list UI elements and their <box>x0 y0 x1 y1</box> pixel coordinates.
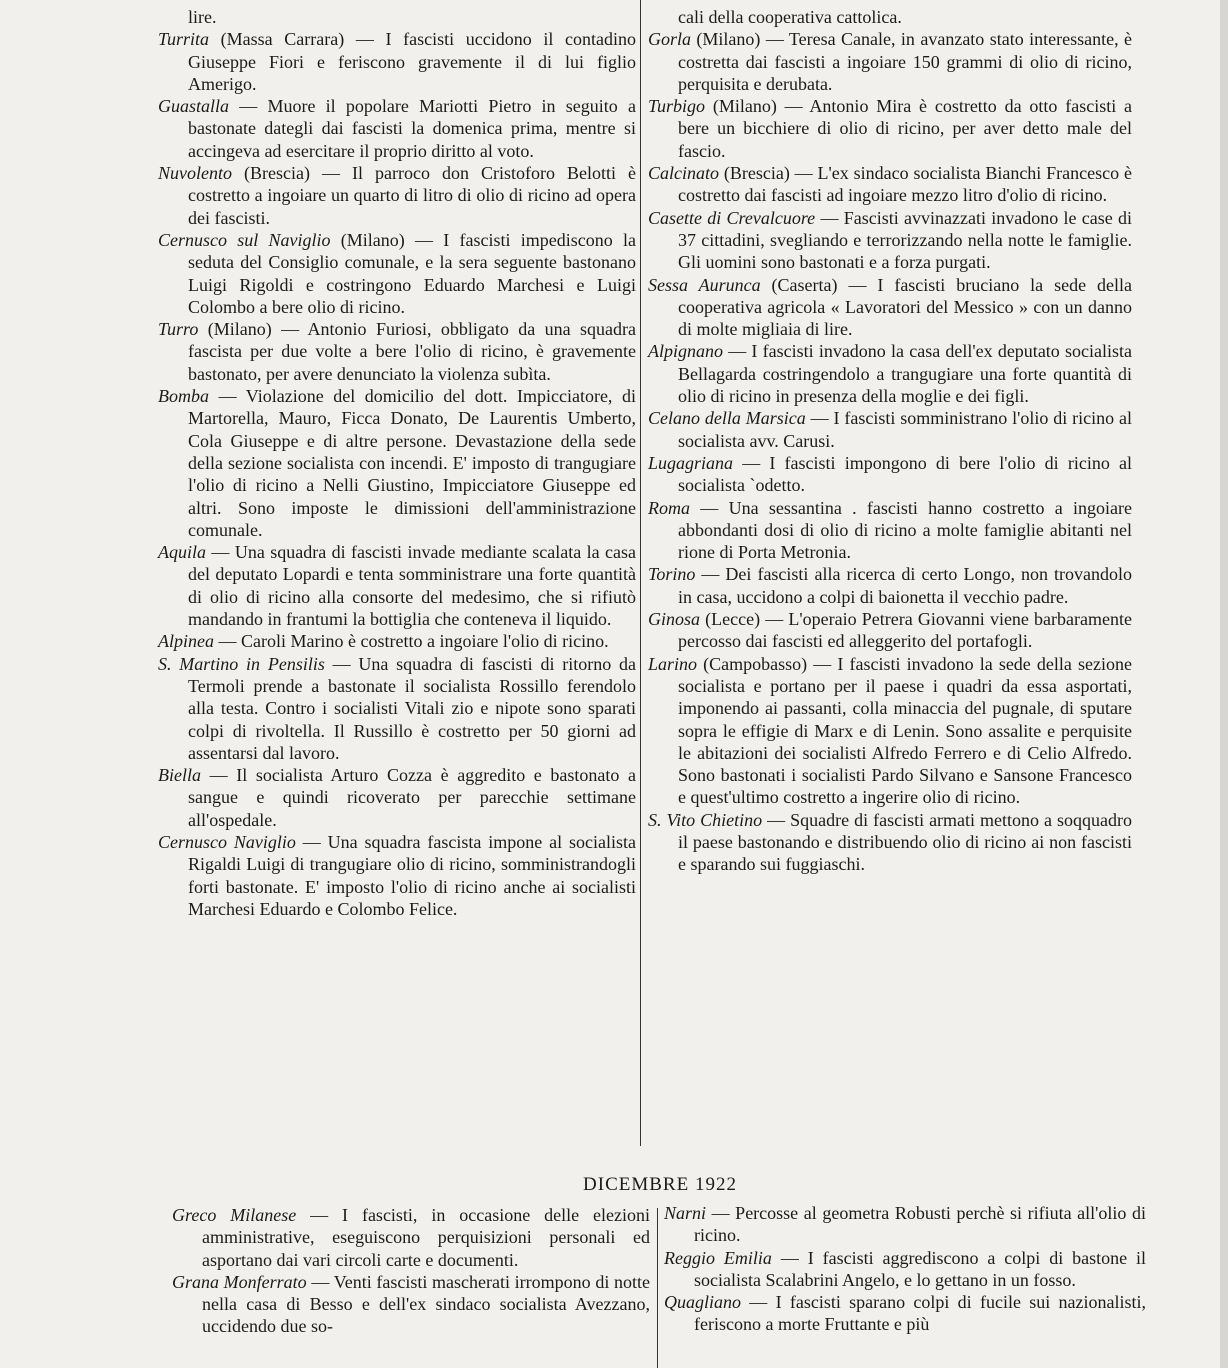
place-name: Turbigo <box>648 96 706 117</box>
entry <box>158 764 636 831</box>
place-name: Roma <box>648 497 690 518</box>
place-name: Biella <box>158 765 201 786</box>
entry-text: — Squadre di fascisti armati mettono a soqquadro il paese bastonando e distribuendo olio di ricino ai non fascisti e sparando sui fuggiaschi. <box>678 809 1132 875</box>
entry <box>648 809 1132 876</box>
place-name: Ginosa <box>648 609 701 630</box>
entry-text: — Caroli Marino è costretto a ingoiare l'olio di ricino. <box>214 631 609 652</box>
place-name: Grana Monferrato <box>172 1271 307 1292</box>
entry <box>664 1202 1146 1247</box>
place-name: Casette di Crevalcuore <box>648 207 816 228</box>
entry <box>158 162 636 229</box>
entry-text: — Muore il popolare Mariotti Pietro in seguito a bastonate dategli dai fascisti la domenica prima, mentre si accingeva ad esercitare il proprio diritto al voto. <box>188 96 636 161</box>
entry <box>172 1271 651 1338</box>
entry-text: (Lecce) — L'operaio Petrera Giovanni viene barbaramente percosso dai fascisti ed alleggerito del portafogli. <box>678 609 1132 652</box>
place-name: Alpignano <box>648 341 723 362</box>
column-divider-bottom <box>657 1208 658 1368</box>
entry-text: (Milano) — Teresa Canale, in avanzato stato interessante, è costretta dai fascisti a ingoiare 150 grammi di olio di ricino, perquisita e derubata. <box>678 29 1132 94</box>
entry-text: (Campobasso) — I fascisti invadono la sede della sezione socialista e portano per il paese i quadri da essa asportati, imponendo ai passanti, colla minaccia del pugnale, di sputare sopra le effigie di Marx e di Lenin. Sono assalite e perquisite le abitazioni dei socialisti Alfredo Ferrero e di Celio Alfredo. Sono bastonati i socialisti Pardo Silvano e Sansone Francesco e quest'ultimo costretto a ingerire olio di ricino. <box>678 653 1132 808</box>
entry <box>188 6 636 28</box>
entry-text: — I fascisti sparano colpi di fucile sui nazionalisti, feriscono a morte Fruttante e più <box>694 1292 1146 1335</box>
entry <box>648 340 1132 407</box>
entry <box>648 95 1132 162</box>
page-edge <box>1220 0 1228 1368</box>
entry-text: lire. <box>188 7 217 27</box>
place-name: Calcinato <box>648 163 719 184</box>
entry <box>648 207 1133 274</box>
place-name: Celano della Marsica <box>648 408 806 429</box>
entry-text: (Milano) — I fascisti impediscono la seduta del Consiglio comunale, e la sera seguente bastonano Luigi Rigoldi e costringono Eduardo Marchesi e Luigi Colombo a bere olio di ricino. <box>188 229 636 317</box>
entry <box>158 95 636 162</box>
entry <box>648 452 1132 497</box>
entry-text: (Brescia) — Il parroco don Cristoforo Belotti è costretto a ingoiare un quarto di litro di olio di ricino ad opera dei fascisti. <box>188 163 636 228</box>
place-name: Bomba <box>158 386 209 407</box>
place-name: Reggio Emilia <box>664 1247 772 1268</box>
place-name: Quagliano <box>664 1292 742 1313</box>
entry-text: — I fascisti impongono di bere l'olio di ricino al socialista `odetto. <box>678 452 1132 496</box>
entry-text: — I fascisti, in occasione delle elezioni amministrative, eseguiscono perquisizioni personali ed asportano dai vari circoli carte e documenti. <box>202 1205 650 1270</box>
place-name: Guastalla <box>158 96 230 117</box>
entry <box>664 1247 1147 1292</box>
entry <box>648 162 1132 207</box>
place-name: Narni <box>664 1203 707 1223</box>
entry-text: — Venti fascisti mascherati irrompono di notte nella casa di Besso e dell'ex sindaco socialista Avezzano, uccidendo due so- <box>202 1271 651 1337</box>
entry-text: (Brescia) — L'ex sindaco socialista Bianchi Francesco è costretto dai fascisti ad ingoiare mezzo litro d'olio di ricino. <box>678 163 1132 206</box>
entry <box>648 563 1132 608</box>
entry <box>158 541 636 630</box>
place-name: Lugagriana <box>648 452 734 473</box>
column-divider-top <box>640 0 641 1146</box>
entry <box>648 28 1132 95</box>
place-name: Aquila <box>158 542 206 563</box>
entry-text: (Caserta) — I fascisti bruciano la sede della cooperativa agricola « Lavoratori del Messico » con un danno di molte migliaia di lire. <box>678 274 1132 340</box>
place-name: Torino <box>648 564 696 585</box>
place-name: Nuvolento <box>158 163 232 184</box>
place-name: Cernusco sul Naviglio <box>158 229 331 250</box>
entry <box>158 653 637 764</box>
entry-text: — I fascisti aggrediscono a colpi di bastone il socialista Scalabrini Angelo, e lo gettano in un fosso. <box>694 1247 1147 1290</box>
place-name: Turro <box>158 319 199 340</box>
place-name: Gorla <box>648 29 692 50</box>
place-name: S. Martino in Pensilis <box>158 653 325 674</box>
entry <box>678 6 1132 28</box>
entry <box>158 318 636 385</box>
entry-text: — Percosse al geometra Robusti perchè si rifiuta all'olio di ricino. <box>694 1203 1146 1246</box>
entry-text: — I fascisti somministrano l'olio di ricino al socialista avv. Carusi. <box>678 408 1133 451</box>
entry-text: (Milano) — Antonio Mira è costretto da otto fascisti a bere un bicchiere di olio di ricino, per aver detto male del fascio. <box>678 96 1132 161</box>
entry-text: — Una squadra di fascisti invade mediante scalata la casa del deputato Lopardi e tenta somministrare una forte quantità di olio di ricino alla consorte del medesimo, che si rifiutò mandando in frantumi la bottiglia che conteneva il liquido. <box>188 542 636 630</box>
entry-text: — Una sessantina . fascisti hanno costretto a ingoiare abbondanti dosi di olio di ricino a molte famiglie abitanti nel rione di Porta Metronia. <box>678 497 1132 563</box>
entry <box>158 630 636 652</box>
entry-text: — I fascisti invadono la casa dell'ex deputato socialista Bellagarda costringendolo a trangugiare una forte quantità di olio di ricino in presenza della moglie e dei figli. <box>678 341 1132 407</box>
entry-text: — Il socialista Arturo Cozza è aggredito e bastonato a sangue e quindi ricoverato per parecchie settimane all'ospedale. <box>188 765 636 830</box>
entry-text: — Violazione del domicilio del dott. Impicciatore, di Martorella, Mauro, Ficca Donato, De Laurentis Umberto, Cola Giuseppe e di altre persone. Devastazione della sede della sezione socialista con incendi. E' imposto di trangugiare l'olio di ricino a Nelli Giustino, Impicciatore Giuseppe ed altri. Sono imposte le dimissioni dell'amministrazione comunale. <box>188 386 636 540</box>
entry-text: (Milano) — Antonio Furiosi, obbligato da una squadra fascista per due volte a bere l'olio di ricino, è gravemente bastonato, per avere denunciato la violenza subìta. <box>188 319 636 384</box>
entry-text: — Dei fascisti alla ricerca di certo Longo, non trovandolo in casa, uccidono a colpi di baionetta il vecchio padre. <box>678 564 1132 607</box>
entry <box>648 274 1132 341</box>
entry <box>664 1291 1146 1336</box>
left-column <box>158 6 636 920</box>
place-name: Larino <box>648 653 698 674</box>
left-column-december <box>172 1204 650 1338</box>
entry-text: — Una squadra di fascisti di ritorno da Termoli prende a bastonate il socialista Rossillo ferendolo alla testa. Contro i socialisti Vitali zio e nipote sono sparati colpi di rivoltella. Il Russillo è costretto per 50 giorni ad assentarsi dal lavoro. <box>188 653 637 763</box>
entry-text: — Fascisti avvinazzati invadono le case di 37 cittadini, svegliando e terrorizzando nella notte le famiglie. Gli uomini sono bastonati e a forza purgati. <box>678 207 1133 273</box>
entry <box>158 229 636 318</box>
entry <box>158 831 636 920</box>
place-name: Cernusco Naviglio <box>158 831 296 852</box>
entry <box>158 28 636 95</box>
place-name: S. Vito Chietino <box>648 809 763 830</box>
place-name: Greco Milanese <box>172 1205 297 1225</box>
right-column-december <box>664 1202 1146 1336</box>
place-name: Alpinea <box>158 631 214 652</box>
entry <box>648 653 1132 809</box>
entry <box>648 608 1132 653</box>
right-column <box>648 6 1132 876</box>
entry <box>172 1204 650 1271</box>
entry-text: — Una squadra fascista impone al socialista Rigaldi Luigi di trangugiare olio di ricino, somministrandogli forti bastonate. E' imposto l'olio di ricino anche ai socialisti Marchesi Eduardo e Colombo Felice. <box>188 831 636 919</box>
entry <box>648 497 1132 564</box>
entry-text: (Massa Carrara) — I fascisti uccidono il contadino Giuseppe Fiori e feriscono gravemente il di lui figlio Amerigo. <box>188 29 636 94</box>
place-name: Sessa Aurunca <box>648 274 761 295</box>
section-title: DICEMBRE 1922 <box>583 1174 737 1195</box>
entry <box>158 385 636 541</box>
place-name: Turrita <box>158 29 210 50</box>
entry-text: cali della cooperativa cattolica. <box>678 7 902 27</box>
entry <box>648 407 1133 452</box>
